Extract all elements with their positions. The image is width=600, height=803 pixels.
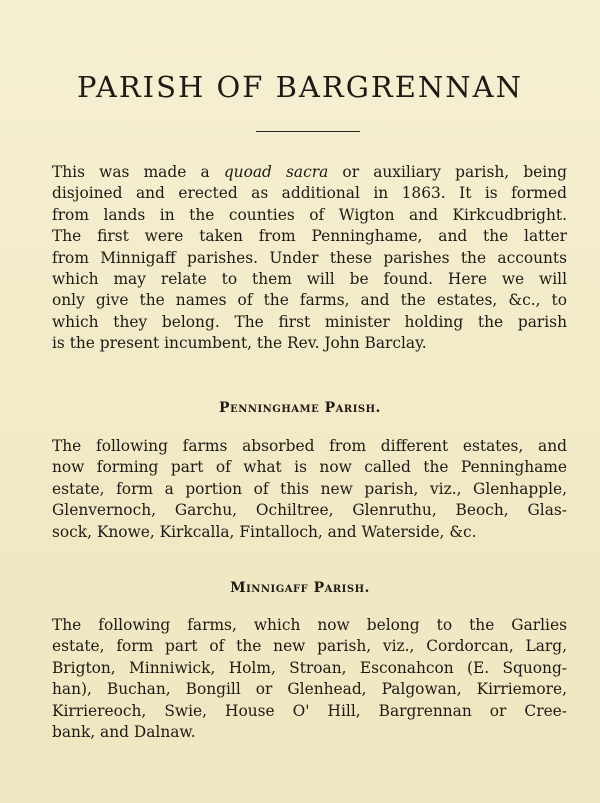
text-line	[52, 290, 567, 311]
text-segment: from lands in the counties of Wigton and Kirkcudbright.	[52, 205, 567, 224]
text-segment: is the present incumbent, the Rev. John Barclay.	[52, 334, 427, 353]
text-segment: The first were taken from Penninghame, and the latter	[52, 227, 567, 246]
text-line	[52, 183, 567, 204]
text-line	[52, 312, 567, 333]
page-title: PARISH OF BARGRENNAN	[77, 70, 523, 104]
penninghame-paragraph	[52, 436, 567, 543]
text-line	[52, 162, 567, 183]
text-line: estate, form part of the new parish, viz., Cordorcan, Larg,	[52, 637, 567, 656]
text-segment: disjoined and erected as additional in 1863. It is formed	[52, 184, 567, 203]
text-segment: only give the names of the farms, and the estates, &c., to	[52, 291, 567, 310]
text-segment: This was made a	[52, 163, 224, 181]
text-segment: which they belong. The first minister holding the parish	[52, 312, 567, 331]
minnigaff-paragraph	[52, 615, 567, 743]
penninghame-heading: Penninghame Parish.	[219, 400, 381, 416]
text-line: han), Buchan, Bongill or Glenhead, Palgowan, Kirriemore,	[52, 680, 567, 699]
title-rule	[256, 131, 360, 132]
text-line: Brigton, Minniwick, Holm, Stroan, Esconahcon (E. Squong-	[52, 658, 567, 677]
text-line: The following farms absorbed from different estates, and	[52, 437, 567, 455]
text-line: sock, Knowe, Kirkcalla, Fintalloch, and Waterside, &c.	[52, 522, 477, 541]
minnigaff-heading: Minnigaff Parish.	[230, 580, 370, 596]
text-line: bank, and Dalnaw.	[52, 723, 196, 742]
text-line: The following farms, which now belong to the Garlies	[52, 616, 567, 634]
text-line	[52, 226, 567, 247]
text-line: estate, form a portion of this new parish, viz., Glenhapple,	[52, 479, 567, 498]
text-segment: which may relate to them will be found. Here we will	[52, 270, 567, 289]
text-line: Glenvernoch, Garchu, Ochiltree, Glenruthu, Beoch, Glas-	[52, 501, 567, 520]
intro-paragraph	[52, 162, 567, 355]
text-segment: from Minnigaff parishes. Under these parishes the accounts	[52, 248, 567, 267]
text-line: Kirriereoch, Swie, House O' Hill, Bargrennan or Cree-	[52, 701, 567, 720]
text-line	[52, 248, 567, 269]
text-line	[52, 205, 567, 226]
text-segment: or auxiliary parish, being	[328, 163, 567, 181]
text-line	[52, 333, 567, 354]
italic-term: quoad sacra	[223, 163, 329, 181]
text-line	[52, 269, 567, 290]
text-line: now forming part of what is now called the Penninghame	[52, 458, 567, 477]
